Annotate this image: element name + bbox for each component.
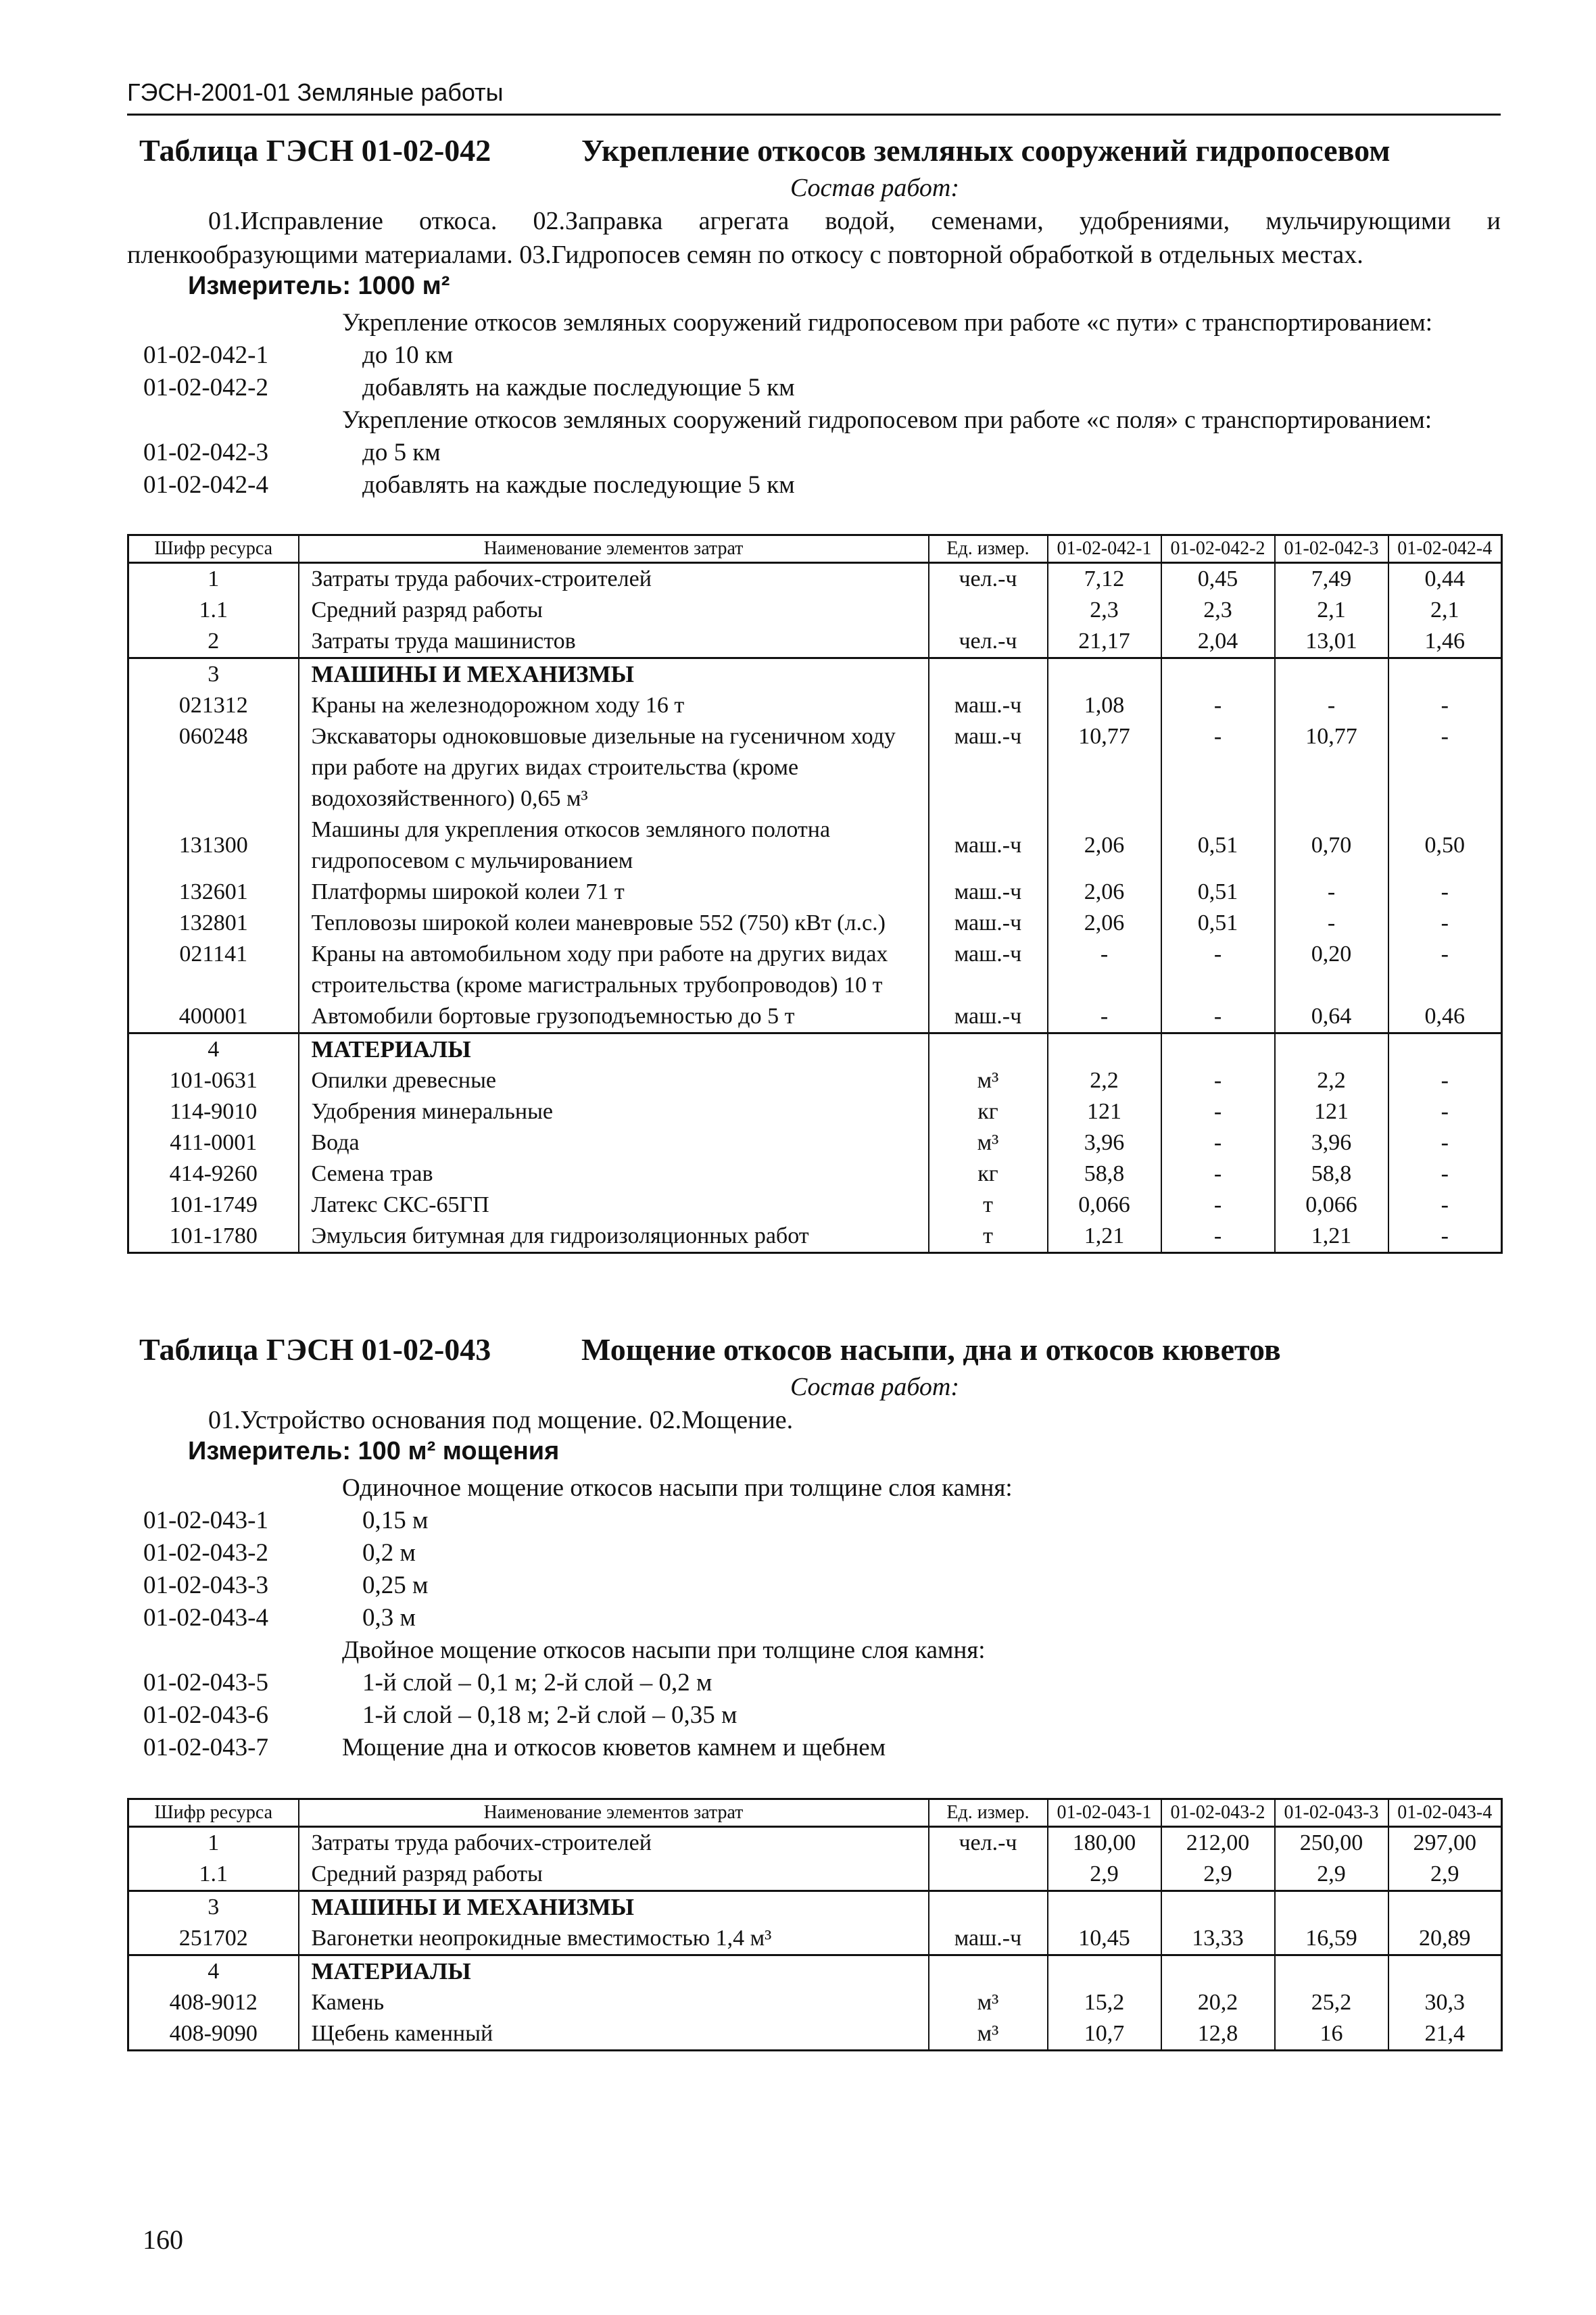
meter: Измеритель: 1000 м² bbox=[188, 272, 450, 300]
value-cell: 2,04 bbox=[1161, 626, 1275, 658]
norm-text: 0,25 м bbox=[362, 1571, 429, 1599]
unit-cell bbox=[929, 1955, 1048, 1988]
table-row bbox=[128, 1096, 1502, 1127]
unit-cell: т bbox=[929, 1221, 1048, 1253]
table-row bbox=[128, 1859, 1502, 1891]
resource-name: Затраты труда машинистов bbox=[299, 626, 929, 658]
table-row bbox=[128, 721, 1502, 814]
value-cell: 15,2 bbox=[1048, 1987, 1161, 2018]
table-row bbox=[128, 1190, 1502, 1221]
value-cell: 180,00 bbox=[1048, 1827, 1161, 1859]
norm-code: 01-02-042-4 bbox=[143, 471, 268, 499]
value-cell: 2,1 bbox=[1388, 595, 1502, 626]
value-cell: 2,2 bbox=[1275, 1065, 1388, 1096]
value-cell: 212,00 bbox=[1161, 1827, 1275, 1859]
unit-cell: маш.-ч bbox=[929, 721, 1048, 814]
norm-text: Одиночное мощение откосов насыпи при толщине слоя камня: bbox=[342, 1474, 1013, 1502]
value-cell: - bbox=[1161, 939, 1275, 1001]
value-cell: - bbox=[1275, 908, 1388, 939]
resource-code: 101-1749 bbox=[128, 1190, 299, 1221]
norm-code: 01-02-042-3 bbox=[143, 439, 268, 466]
value-cell: 10,77 bbox=[1275, 721, 1388, 814]
norm-text: 0,15 м bbox=[362, 1507, 429, 1534]
value-cell: - bbox=[1161, 1001, 1275, 1033]
table-number: Таблица ГЭСН 01-02-042 bbox=[139, 133, 491, 168]
value-cell bbox=[1388, 1955, 1502, 1988]
unit-cell: маш.-ч bbox=[929, 908, 1048, 939]
value-cell: 297,00 bbox=[1388, 1827, 1502, 1859]
resource-code: 251702 bbox=[128, 1923, 299, 1955]
value-cell bbox=[1161, 1033, 1275, 1066]
value-cell: 0,46 bbox=[1388, 1001, 1502, 1033]
value-cell: 13,01 bbox=[1275, 626, 1388, 658]
column-header: 01-02-043-2 bbox=[1161, 1799, 1275, 1827]
value-cell: 20,2 bbox=[1161, 1987, 1275, 2018]
value-cell: 12,8 bbox=[1161, 2018, 1275, 2051]
table-row bbox=[128, 1033, 1502, 1066]
norm-text: до 10 км bbox=[362, 341, 454, 369]
value-cell bbox=[1275, 1955, 1388, 1988]
column-header: 01-02-043-1 bbox=[1048, 1799, 1161, 1827]
column-header: Ед. измер. bbox=[929, 1799, 1048, 1827]
table-row bbox=[128, 1127, 1502, 1159]
value-cell: - bbox=[1388, 939, 1502, 1001]
value-cell bbox=[1388, 1033, 1502, 1066]
norm-code: 01-02-043-2 bbox=[143, 1539, 268, 1567]
resource-code: 1.1 bbox=[128, 595, 299, 626]
resource-code: 021141 bbox=[128, 939, 299, 1001]
unit-cell: маш.-ч bbox=[929, 814, 1048, 877]
value-cell: - bbox=[1388, 1190, 1502, 1221]
running-head: ГЭСН-2001-01 Земляные работы bbox=[127, 78, 1501, 116]
resource-name: Экскаваторы одноковшовые дизельные на гусеничном ходу при работе на других видах строительства (кроме водохозяйственного) 0,65 м³ bbox=[299, 721, 929, 814]
table-row bbox=[128, 1221, 1502, 1253]
value-cell: - bbox=[1161, 1127, 1275, 1159]
table-title: Мощение откосов насыпи, дна и откосов кюветов bbox=[581, 1332, 1281, 1367]
works-description: 01.Устройство основания под мощение. 02.Мощение. bbox=[208, 1406, 794, 1434]
column-header: Наименование элементов затрат bbox=[299, 1799, 929, 1827]
value-cell: 10,77 bbox=[1048, 721, 1161, 814]
column-header: Шифр ресурса bbox=[128, 1799, 299, 1827]
value-cell bbox=[1388, 1891, 1502, 1924]
table-header-row bbox=[128, 535, 1502, 563]
table-row bbox=[128, 1001, 1502, 1033]
value-cell: 1,46 bbox=[1388, 626, 1502, 658]
unit-cell bbox=[929, 595, 1048, 626]
value-cell: 2,06 bbox=[1048, 908, 1161, 939]
column-header: 01-02-042-3 bbox=[1275, 535, 1388, 563]
resource-name: Вагонетки неопрокидные вместимостью 1,4 м³ bbox=[299, 1923, 929, 1955]
value-cell: 0,64 bbox=[1275, 1001, 1388, 1033]
sostav-label: Состав работ: bbox=[790, 174, 960, 202]
value-cell: 16 bbox=[1275, 2018, 1388, 2051]
resource-name: Камень bbox=[299, 1987, 929, 2018]
resource-name: МАШИНЫ И МЕХАНИЗМЫ bbox=[299, 1891, 929, 1924]
value-cell: 7,12 bbox=[1048, 563, 1161, 595]
value-cell: 250,00 bbox=[1275, 1827, 1388, 1859]
table-title: Укрепление откосов земляных сооружений гидропосевом bbox=[581, 133, 1391, 168]
value-cell: 2,2 bbox=[1048, 1065, 1161, 1096]
value-cell: - bbox=[1388, 908, 1502, 939]
unit-cell: т bbox=[929, 1190, 1048, 1221]
table-row bbox=[128, 1159, 1502, 1190]
value-cell: 0,50 bbox=[1388, 814, 1502, 877]
value-cell: 21,17 bbox=[1048, 626, 1161, 658]
value-cell: 58,8 bbox=[1275, 1159, 1388, 1190]
column-header: 01-02-043-3 bbox=[1275, 1799, 1388, 1827]
value-cell bbox=[1161, 1891, 1275, 1924]
value-cell: 0,066 bbox=[1048, 1190, 1161, 1221]
value-cell bbox=[1275, 1891, 1388, 1924]
table-row bbox=[128, 1891, 1502, 1924]
norm-group-line bbox=[127, 1472, 1501, 1505]
unit-cell: маш.-ч bbox=[929, 1923, 1048, 1955]
column-header: 01-02-042-2 bbox=[1161, 535, 1275, 563]
norm-code: 01-02-043-5 bbox=[143, 1669, 268, 1697]
resource-name: МАШИНЫ И МЕХАНИЗМЫ bbox=[299, 658, 929, 691]
value-cell bbox=[1275, 658, 1388, 691]
table-row bbox=[128, 1955, 1502, 1988]
unit-cell: м³ bbox=[929, 1127, 1048, 1159]
resource-code: 408-9012 bbox=[128, 1987, 299, 2018]
value-cell: 10,45 bbox=[1048, 1923, 1161, 1955]
value-cell: 121 bbox=[1048, 1096, 1161, 1127]
resource-name: Вода bbox=[299, 1127, 929, 1159]
resource-code: 132801 bbox=[128, 908, 299, 939]
resource-name: Краны на железнодорожном ходу 16 т bbox=[299, 690, 929, 721]
value-cell: 20,89 bbox=[1388, 1923, 1502, 1955]
value-cell: 0,20 bbox=[1275, 939, 1388, 1001]
table-row bbox=[128, 595, 1502, 626]
resource-name: Эмульсия битумная для гидроизоляционных работ bbox=[299, 1221, 929, 1253]
resource-code: 1 bbox=[128, 563, 299, 595]
value-cell: 2,1 bbox=[1275, 595, 1388, 626]
value-cell bbox=[1048, 1891, 1161, 1924]
value-cell bbox=[1161, 1955, 1275, 1988]
value-cell: 1,21 bbox=[1048, 1221, 1161, 1253]
sostav-label: Состав работ: bbox=[790, 1373, 960, 1401]
section-01-02-042 bbox=[127, 132, 1501, 502]
unit-cell: маш.-ч bbox=[929, 877, 1048, 908]
value-cell: 2,06 bbox=[1048, 814, 1161, 877]
table-row bbox=[128, 1987, 1502, 2018]
value-cell bbox=[1388, 658, 1502, 691]
resource-name: Машины для укрепления откосов земляного полотна гидропосевом с мульчированием bbox=[299, 814, 929, 877]
resource-name: Щебень каменный bbox=[299, 2018, 929, 2051]
unit-cell bbox=[929, 1033, 1048, 1066]
value-cell: - bbox=[1048, 1001, 1161, 1033]
norm-code: 01-02-043-4 bbox=[143, 1604, 268, 1632]
resource-code: 400001 bbox=[128, 1001, 299, 1033]
value-cell: - bbox=[1275, 690, 1388, 721]
works-description: 01.Исправление откоса. 02.Заправка агрегата водой, семенами, удобрениями, мульчирующими и пленкообразующими материалами. 03.Гидропосев семян по откосу с повторной обработкой в отдельных местах. bbox=[127, 207, 1501, 269]
value-cell: 1,21 bbox=[1275, 1221, 1388, 1253]
norm-line bbox=[127, 1505, 1501, 1537]
value-cell: - bbox=[1161, 1159, 1275, 1190]
resource-code: 101-1780 bbox=[128, 1221, 299, 1253]
value-cell: - bbox=[1388, 1096, 1502, 1127]
value-cell: 2,06 bbox=[1048, 877, 1161, 908]
value-cell: - bbox=[1161, 1221, 1275, 1253]
resource-code: 1 bbox=[128, 1827, 299, 1859]
value-cell: 0,51 bbox=[1161, 908, 1275, 939]
norm-group-line bbox=[127, 1732, 1501, 1764]
norm-code: 01-02-043-3 bbox=[143, 1571, 268, 1599]
norm-line bbox=[127, 1537, 1501, 1569]
value-cell: - bbox=[1388, 877, 1502, 908]
value-cell: 0,44 bbox=[1388, 563, 1502, 595]
norm-code: 01-02-043-7 bbox=[143, 1734, 268, 1761]
value-cell: 21,4 bbox=[1388, 2018, 1502, 2051]
value-cell: 2,9 bbox=[1275, 1859, 1388, 1891]
resource-name: МАТЕРИАЛЫ bbox=[299, 1955, 929, 1988]
norm-text: 1-й слой – 0,1 м; 2-й слой – 0,2 м bbox=[362, 1669, 712, 1697]
value-cell: - bbox=[1275, 877, 1388, 908]
value-cell: 30,3 bbox=[1388, 1987, 1502, 2018]
value-cell: - bbox=[1388, 1127, 1502, 1159]
resource-name: МАТЕРИАЛЫ bbox=[299, 1033, 929, 1066]
norm-group-line bbox=[127, 1634, 1501, 1667]
resource-code: 3 bbox=[128, 658, 299, 691]
unit-cell: чел.-ч bbox=[929, 1827, 1048, 1859]
table-heading bbox=[127, 132, 1501, 173]
value-cell: 58,8 bbox=[1048, 1159, 1161, 1190]
table-number: Таблица ГЭСН 01-02-043 bbox=[139, 1332, 491, 1367]
norm-line bbox=[127, 469, 1501, 502]
resource-name: Тепловозы широкой колеи маневровые 552 (750) кВт (л.с.) bbox=[299, 908, 929, 939]
unit-cell: кг bbox=[929, 1159, 1048, 1190]
value-cell bbox=[1161, 658, 1275, 691]
column-header: 01-02-043-4 bbox=[1388, 1799, 1502, 1827]
resource-name: Затраты труда рабочих-строителей bbox=[299, 563, 929, 595]
table-row bbox=[128, 2018, 1502, 2051]
unit-cell: маш.-ч bbox=[929, 939, 1048, 1001]
column-header: 01-02-042-4 bbox=[1388, 535, 1502, 563]
resource-code: 114-9010 bbox=[128, 1096, 299, 1127]
unit-cell: чел.-ч bbox=[929, 563, 1048, 595]
value-cell: - bbox=[1161, 721, 1275, 814]
resource-name: Платформы широкой колеи 71 т bbox=[299, 877, 929, 908]
norm-lines bbox=[127, 307, 1501, 502]
table-row bbox=[128, 1827, 1502, 1859]
resource-code: 414-9260 bbox=[128, 1159, 299, 1190]
value-cell: 3,96 bbox=[1275, 1127, 1388, 1159]
value-cell: 121 bbox=[1275, 1096, 1388, 1127]
value-cell: - bbox=[1388, 1065, 1502, 1096]
norm-code: 01-02-042-2 bbox=[143, 374, 268, 401]
value-cell: - bbox=[1161, 690, 1275, 721]
table-header-row bbox=[128, 1799, 1502, 1827]
table-row bbox=[128, 563, 1502, 595]
resource-name: Краны на автомобильном ходу при работе на других видах строительства (кроме магистральных трубопроводов) 10 т bbox=[299, 939, 929, 1001]
value-cell: - bbox=[1388, 1159, 1502, 1190]
table-row bbox=[128, 1923, 1502, 1955]
table-row bbox=[128, 939, 1502, 1001]
column-header: Наименование элементов затрат bbox=[299, 535, 929, 563]
meter: Измеритель: 100 м² мощения bbox=[188, 1437, 560, 1465]
unit-cell bbox=[929, 658, 1048, 691]
value-cell bbox=[1048, 658, 1161, 691]
value-cell: - bbox=[1388, 721, 1502, 814]
resource-code: 4 bbox=[128, 1955, 299, 1988]
value-cell: 0,45 bbox=[1161, 563, 1275, 595]
resource-code: 411-0001 bbox=[128, 1127, 299, 1159]
unit-cell bbox=[929, 1891, 1048, 1924]
column-header: Ед. измер. bbox=[929, 535, 1048, 563]
norm-text: 1-й слой – 0,18 м; 2-й слой – 0,35 м bbox=[362, 1701, 737, 1729]
norm-line bbox=[127, 1667, 1501, 1699]
resource-name: Затраты труда рабочих-строителей bbox=[299, 1827, 929, 1859]
table-row bbox=[128, 877, 1502, 908]
unit-cell: м³ bbox=[929, 1987, 1048, 2018]
resource-code: 2 bbox=[128, 626, 299, 658]
table-row bbox=[128, 658, 1502, 691]
page-number: 160 bbox=[143, 2224, 183, 2255]
value-cell: 0,066 bbox=[1275, 1190, 1388, 1221]
table-heading bbox=[127, 1332, 1501, 1372]
value-cell: 2,9 bbox=[1161, 1859, 1275, 1891]
column-header: 01-02-042-1 bbox=[1048, 535, 1161, 563]
value-cell bbox=[1048, 1955, 1161, 1988]
value-cell: 0,51 bbox=[1161, 877, 1275, 908]
resource-name: Автомобили бортовые грузоподъемностью до 5 т bbox=[299, 1001, 929, 1033]
unit-cell: м³ bbox=[929, 1065, 1048, 1096]
resource-name: Опилки древесные bbox=[299, 1065, 929, 1096]
resource-code: 4 bbox=[128, 1033, 299, 1066]
value-cell: 2,9 bbox=[1048, 1859, 1161, 1891]
norm-line bbox=[127, 372, 1501, 404]
section-01-02-043 bbox=[127, 1332, 1501, 1764]
norm-text: Мощение дна и откосов кюветов камнем и щебнем bbox=[342, 1734, 886, 1761]
table-row bbox=[128, 908, 1502, 939]
value-cell: - bbox=[1161, 1190, 1275, 1221]
value-cell bbox=[1048, 1033, 1161, 1066]
resource-name: Средний разряд работы bbox=[299, 1859, 929, 1891]
resource-name: Семена трав bbox=[299, 1159, 929, 1190]
unit-cell bbox=[929, 1859, 1048, 1891]
table-row bbox=[128, 626, 1502, 658]
resource-name: Средний разряд работы bbox=[299, 595, 929, 626]
norm-line bbox=[127, 1699, 1501, 1732]
resource-name: Удобрения минеральные bbox=[299, 1096, 929, 1127]
value-cell: 0,70 bbox=[1275, 814, 1388, 877]
norm-text: Двойное мощение откосов насыпи при толщине слоя камня: bbox=[342, 1636, 986, 1664]
value-cell: 7,49 bbox=[1275, 563, 1388, 595]
table-row bbox=[128, 1065, 1502, 1096]
norm-text: 0,3 м bbox=[362, 1604, 416, 1632]
table-row bbox=[128, 690, 1502, 721]
norm-code: 01-02-043-6 bbox=[143, 1701, 268, 1729]
resource-code: 131300 bbox=[128, 814, 299, 877]
resource-table-042 bbox=[127, 534, 1503, 1254]
resource-code: 1.1 bbox=[128, 1859, 299, 1891]
norm-text: Укрепление откосов земляных сооружений гидропосевом при работе «с пути» с транспортированием: bbox=[342, 309, 1433, 337]
value-cell: 1,08 bbox=[1048, 690, 1161, 721]
resource-code: 060248 bbox=[128, 721, 299, 814]
unit-cell: м³ bbox=[929, 2018, 1048, 2051]
norm-code: 01-02-042-1 bbox=[143, 341, 268, 369]
resource-code: 3 bbox=[128, 1891, 299, 1924]
value-cell: - bbox=[1048, 939, 1161, 1001]
norm-text: 0,2 м bbox=[362, 1539, 416, 1567]
unit-cell: кг bbox=[929, 1096, 1048, 1127]
unit-cell: чел.-ч bbox=[929, 626, 1048, 658]
column-header: Шифр ресурса bbox=[128, 535, 299, 563]
norm-line bbox=[127, 339, 1501, 372]
norm-line bbox=[127, 437, 1501, 469]
norm-group-line bbox=[127, 404, 1501, 437]
norm-text: добавлять на каждые последующие 5 км bbox=[362, 374, 795, 401]
norm-text: до 5 км bbox=[362, 439, 441, 466]
value-cell: - bbox=[1161, 1065, 1275, 1096]
value-cell: - bbox=[1161, 1096, 1275, 1127]
value-cell: 13,33 bbox=[1161, 1923, 1275, 1955]
value-cell: 0,51 bbox=[1161, 814, 1275, 877]
norm-line bbox=[127, 1569, 1501, 1602]
value-cell: 3,96 bbox=[1048, 1127, 1161, 1159]
resource-code: 021312 bbox=[128, 690, 299, 721]
resource-code: 132601 bbox=[128, 877, 299, 908]
table-row bbox=[128, 814, 1502, 877]
value-cell bbox=[1275, 1033, 1388, 1066]
value-cell: 2,9 bbox=[1388, 1859, 1502, 1891]
norm-group-line bbox=[127, 307, 1501, 339]
value-cell: 2,3 bbox=[1161, 595, 1275, 626]
value-cell: 10,7 bbox=[1048, 2018, 1161, 2051]
value-cell: 25,2 bbox=[1275, 1987, 1388, 2018]
value-cell: 2,3 bbox=[1048, 595, 1161, 626]
norm-text: Укрепление откосов земляных сооружений гидропосевом при работе «с поля» с транспортированием: bbox=[342, 406, 1432, 434]
value-cell: - bbox=[1388, 1221, 1502, 1253]
norm-line bbox=[127, 1602, 1501, 1634]
value-cell: - bbox=[1388, 690, 1502, 721]
norm-text: добавлять на каждые последующие 5 км bbox=[362, 471, 795, 499]
unit-cell: маш.-ч bbox=[929, 690, 1048, 721]
value-cell: 16,59 bbox=[1275, 1923, 1388, 1955]
resource-code: 101-0631 bbox=[128, 1065, 299, 1096]
resource-code: 408-9090 bbox=[128, 2018, 299, 2051]
unit-cell: маш.-ч bbox=[929, 1001, 1048, 1033]
resource-name: Латекс СКС-65ГП bbox=[299, 1190, 929, 1221]
norm-lines bbox=[127, 1472, 1501, 1764]
norm-code: 01-02-043-1 bbox=[143, 1507, 268, 1534]
resource-table-043 bbox=[127, 1798, 1503, 2051]
